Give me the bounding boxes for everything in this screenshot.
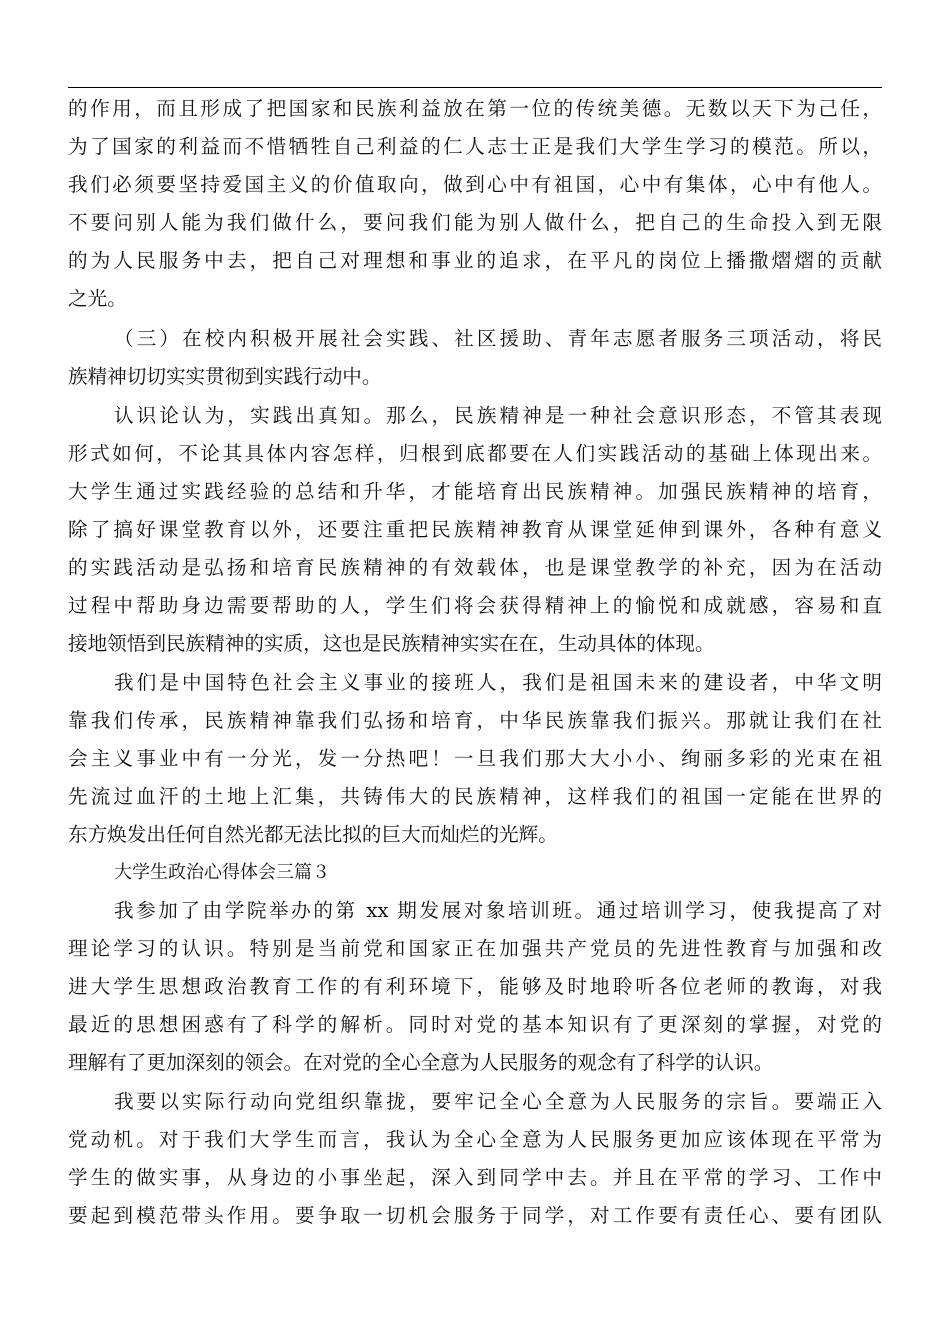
header-rule — [68, 87, 882, 88]
text-line: 我参加了由学院举办的第 xx 期发展对象培训班。通过培训学习，使我提高了对 — [114, 899, 882, 922]
text-line: 要起到模范带头作用。要争取一切机会服务于同学，对工作要有责任心、要有团队 — [68, 1204, 882, 1227]
text-line: 我要以实际行动向党组织靠拢，要牢记全心全意为人民服务的宗旨。要端正入 — [114, 1090, 882, 1113]
text-line: 进大学生思想政治教育工作的有利环境下，能够及时地聆听各位老师的教诲，对我 — [68, 975, 882, 998]
text-line: 党动机。对于我们大学生而言，我认为全心全意为人民服务更加应该体现在平常为 — [68, 1128, 882, 1151]
text-line: 理论学习的认识。特别是当前党和国家正在加强共产党员的先进性教育与加强和改 — [68, 937, 882, 960]
text-line: 的作用，而且形成了把国家和民族利益放在第一位的传统美德。无数以天下为己任， — [68, 97, 882, 120]
text-line: 除了搞好课堂教育以外，还要注重把民族精神教育从课堂延伸到课外，各种有意义 — [68, 518, 882, 541]
text-line: 不要问别人能为我们做什么，要问我们能为别人做什么，把自己的生命投入到无限 — [68, 211, 882, 234]
text-line: 族精神切切实实贯彻到实践行动中。 — [68, 365, 382, 388]
text-line: 的实践活动是弘扬和培育民族精神的有效载体，也是课堂教学的补充，因为在活动 — [68, 556, 882, 579]
text-line: 的为人民服务中去，把自己对理想和事业的追求，在平凡的岗位上播撒熠熠的贡献 — [68, 249, 882, 272]
text-line: 形式如何，不论其具体内容怎样，归根到底都要在人们实践活动的基础上体现出来。 — [68, 442, 882, 465]
text-line: 先流过血汗的土地上汇集，共铸伟大的民族精神，这样我们的祖国一定能在世界的 — [68, 785, 882, 808]
text-line: 过程中帮助身边需要帮助的人，学生们将会获得精神上的愉悦和成就感，容易和直 — [68, 594, 882, 617]
text-line: 最近的思想困惑有了科学的解析。同时对党的基本知识有了更深刻的掌握，对党的 — [68, 1013, 882, 1036]
text-line: 大学生通过实践经验的总结和升华，才能培育出民族精神。加强民族精神的培育， — [68, 480, 882, 503]
text-line: 东方焕发出任何自然光都无法比拟的巨大而灿烂的光辉。 — [68, 823, 558, 846]
text-line: 会主义事业中有一分光，发一分热吧！一旦我们那大大小小、绚丽多彩的光束在祖 — [68, 747, 882, 770]
text-line: 学生的做实事，从身边的小事坐起，深入到同学中去。并且在平常的学习、工作中 — [68, 1166, 882, 1189]
text-line: 我们必须要坚持爱国主义的价值取向，做到心中有祖国，心中有集体，心中有他人。 — [68, 173, 882, 196]
text-line: 认识论认为，实践出真知。那么，民族精神是一种社会意识形态，不管其表现 — [114, 404, 882, 427]
text-line: 我们是中国特色社会主义事业的接班人，我们是祖国未来的建设者，中华文明 — [114, 671, 882, 694]
text-line: 为了国家的利益而不惜牺牲自己利益的仁人志士正是我们大学生学习的模范。所以， — [68, 135, 882, 158]
text-line: 之光。 — [68, 287, 127, 310]
text-line: 接地领悟到民族精神的实质，这也是民族精神实实在在，生动具体的体现。 — [68, 632, 715, 655]
text-line: 靠我们传承，民族精神靠我们弘扬和培育，中华民族靠我们振兴。那就让我们在社 — [68, 709, 882, 732]
text-line: 理解有了更加深刻的领会。在对党的全心全意为人民服务的观念有了科学的认识。 — [68, 1051, 774, 1074]
section-heading: （三）在校内积极开展社会实践、社区援助、青年志愿者服务三项活动，将民 — [114, 327, 882, 350]
section-title: 大学生政治心得体会三篇３ — [114, 862, 330, 883]
